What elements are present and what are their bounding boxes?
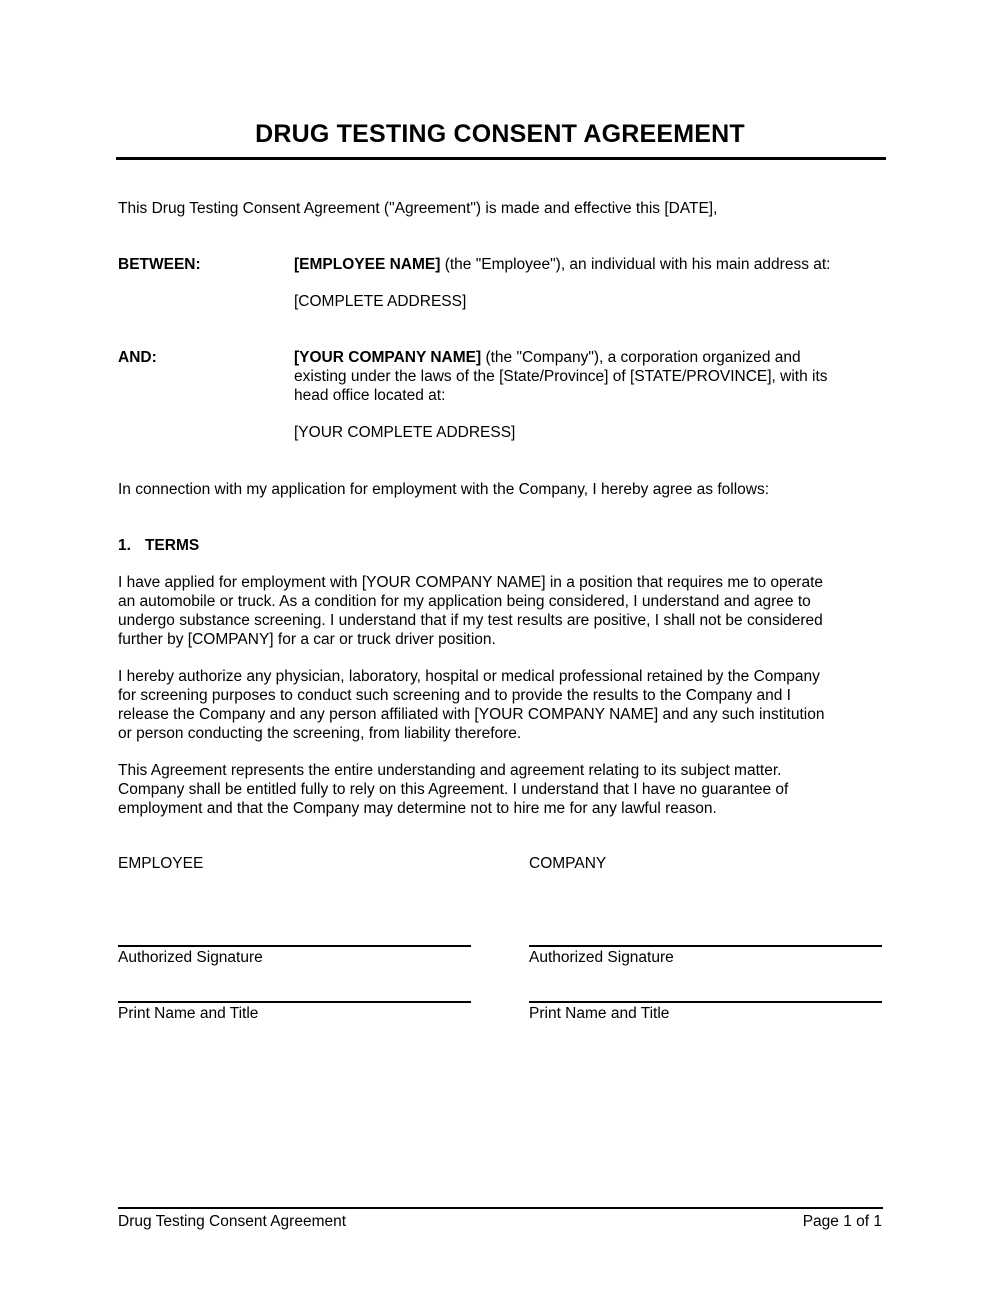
company-signature-line[interactable] [529, 945, 882, 947]
employee-signature-label: Authorized Signature [118, 949, 263, 966]
connection-paragraph: In connection with my application for employment with the Company, I hereby agree as follows: [118, 481, 770, 498]
company-name-placeholder: [YOUR COMPANY NAME] [294, 349, 482, 366]
between-label: BETWEEN: [118, 256, 201, 273]
company-party-line-3: head office located at: [294, 387, 446, 404]
section-number: 1. [118, 537, 131, 554]
employee-description: (the "Employee"), an individual with his main address at: [440, 256, 831, 273]
title-divider [116, 157, 886, 160]
employee-party [294, 255, 831, 274]
company-name-line[interactable] [529, 1001, 882, 1003]
company-party-line-1: [YOUR COMPANY NAME] (the "Company"), a corporation organized and [294, 349, 801, 366]
employee-name-label: Print Name and Title [118, 1005, 259, 1022]
employee-name-line[interactable] [118, 1001, 471, 1003]
company-party-line-2: existing under the laws of the [State/Province] of [STATE/PROVINCE], with its [294, 368, 828, 385]
employee-name-placeholder: [EMPLOYEE NAME] [294, 256, 441, 273]
company-name-label: Print Name and Title [529, 1005, 670, 1022]
section-heading [118, 536, 199, 555]
footer-title: Drug Testing Consent Agreement [118, 1213, 347, 1230]
employee-heading: EMPLOYEE [118, 855, 204, 872]
company-heading: COMPANY [529, 855, 607, 872]
and-label: AND: [118, 349, 157, 366]
employee-signature-line[interactable] [118, 945, 471, 947]
company-address: [YOUR COMPLETE ADDRESS] [294, 424, 516, 441]
document-title: DRUG TESTING CONSENT AGREEMENT [255, 120, 745, 148]
page-number: Page 1 of 1 [802, 1213, 882, 1230]
footer-divider [118, 1207, 883, 1209]
company-signature-label: Authorized Signature [529, 949, 674, 966]
section-title: TERMS [144, 537, 200, 554]
intro-paragraph: This Drug Testing Consent Agreement ("Agreement") is made and effective this [DATE], [118, 200, 718, 217]
employee-address: [COMPLETE ADDRESS] [294, 293, 467, 310]
